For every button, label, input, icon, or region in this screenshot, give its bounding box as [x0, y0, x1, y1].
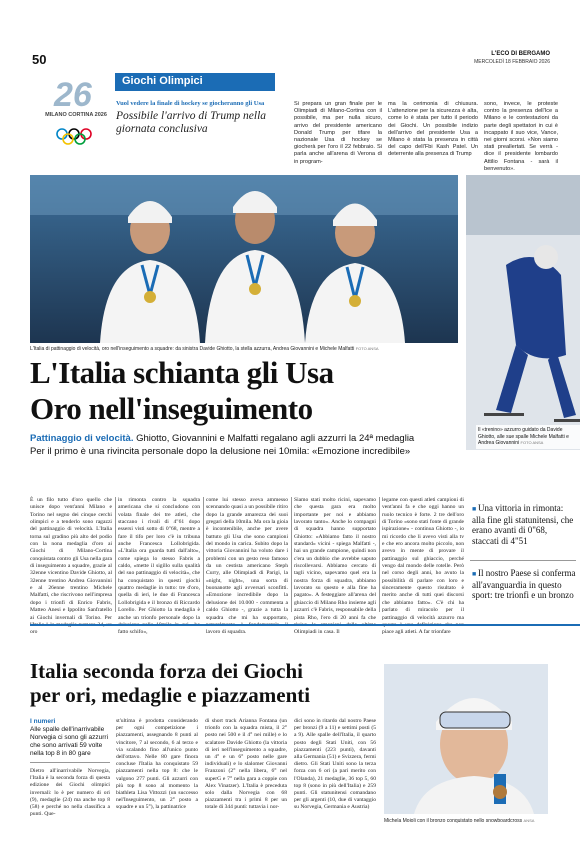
pullquote-text: Una vittoria in rimonta: alla fine gli statunitensi, che erano avanti di 0"68, staccati di 4"51 — [472, 503, 574, 546]
article-column: È un filo tutto d'oro quello che unisce dopo vent'anni Milano e Torino nel segno dei cinque cerchi olimpici e a tenderlo sono ragazzi del pattinaggio di velocità. L'Italia torna sul gradino più alto del podio con la nona medaglia d'oro ai Giochi di Milano-Cortina conquistata contro gli Usa nella gara di inseguimento a squadre, grazie al 32enne vicentino Davide Ghiotto, al 32enne trentino Andrea Giovannini e al 26enne trentino Michele Malfatti, che riscrivono nell'impresa dopo i trionfi di Enrico Fabris, Matteo Anesi e Ippolito Sanfratello ai Giochi invernali di Torino. Per oro — [30, 497, 112, 636]
publication-header — [474, 50, 550, 66]
bullet-icon: ■ — [472, 570, 478, 578]
second-article-column: di short track Arianna Fontana (un trionfo con la squadra mista, il 2° posto nei 500 e il 4° nei mille) e lo scalatore Davide Ghiotto (la vittoria di ieri nell'inseguimento a squadre, un 4° e un 6° posto nelle gare individuali) e lo slalomer Giovanni Franzoni (2° nella libera, 6° nel superG e 7° nella gara a coppie con Alex Vinatzer). L'Italia è preceduta solo dalla Norvegia con 68 piazzamenti tra i primi 8 per un totale di 344 punti: tuttavia i nor- — [205, 718, 287, 811]
bullet-icon: ■ — [472, 505, 478, 513]
pullquote-divider — [470, 560, 576, 561]
column-divider — [291, 497, 292, 612]
numeri-kicker: I numeri — [30, 718, 56, 725]
bottom-caption-source: ANSA — [523, 818, 535, 823]
second-article-column: st'ultima è prodotta considerando per ogni competizione i piazzamenti, assegnando 8 punti al vincitore, 7 al secondo, 6 al terzo e via scalando fino all'unico punto dell'ottavo. Nelle 80 gare finora concluse l'Italia ha conquistato 59 piazzamenti nella top 8: che le valgono 277 punti. Gli azzurri con più top 8 sono al momento la biathleta Lisa Vittozzi (un successo nel'Inseguimento, un 2° posto a squadre e un 5°), la pattinatrice — [116, 718, 198, 811]
main-caption-source: FOTO ANSA — [355, 346, 379, 351]
section-title: Giochi Olimpici — [122, 75, 203, 87]
side-caption-source: FOTO ANSA — [520, 440, 544, 446]
pullquote — [472, 503, 576, 546]
second-headline-line-2: per ori, medaglie e piazzamenti — [30, 683, 311, 707]
side-caption-text: Il «trenino» azzurro guidato da Davide Ghiotto, alle sue spalle Michele Malfatti e Andrea Giovannini — [478, 427, 569, 447]
main-photo — [30, 175, 458, 343]
second-article-column: dici sono in ritardo dal nostro Paese per bronzi (9 a 11) e settimi posti (5 a 9). Alle spalle dell'Italia, il quarto posto degli Stati Uniti, con 56 piazzamenti (223 punti), davanti alla Germania (51) e Svizzera, fermi dietro. Gli Stati Uniti sono la terza forza con 6 ori (a pari merito con l'Olanda), 21 medaglie, 36 top 5, 60 top 8 (sono in più dell'Italia) e 259 punti. Gli statunitensi comandano per gli argenti (10, due di vantaggio su Norvegia, Germania e Austria) — [294, 718, 376, 811]
teaser-title: Possibile l'arrivo di Trump nella giornata conclusiva — [116, 110, 267, 135]
teaser-column: sono, invece, le proteste contro la presenza dell'Ice a Milano e le contestazioni da parte degli spettatori in cui è incappato il suo vice, Vance, nei giorni scorsi. «Non siamo stati preallertati. Se verrà - dice il presidente lombardo Attilio Fontana - sarà il benvenuto». — [484, 101, 558, 172]
numeri-divider — [30, 762, 110, 763]
numeri-text: Alle spalle dell'inarrivabile Norvegia ci sono gli azzurri che sono arrivati 59 volte nella top 8 in 80 gare — [30, 726, 109, 757]
logo-caption: MILANO CORTINA 2026 — [45, 112, 107, 118]
bottom-photo-caption — [384, 818, 554, 824]
subheadline-line-2: Per il primo è una rivincita personale dopo la delusione nei 10mila: «Emozione incredibile» — [30, 446, 411, 457]
publication-name: L'ECO DI BERGAMO — [491, 51, 550, 57]
article-column: come lui stesso aveva ammesso scennando quasi a un possibile ritiro dopo la grande amarezza dei suoi gregari della 10mila. Ma ora la gioia è incontenibile, anche per avere battuto gli Usa che sono campioni del mondo in carica. Subito dopo la vittoria Giovannini ha voluto dare i problemi con un gesto reso famoso da un cestista americano Steph Curry, alle Olimpiadi di Parigi, la «night, night», una sorta di buonanotte agli avversari sconfitti. «Emozione incredibile dopo la delusione dei 10.000 - commenta a caldo Ghiotto -, grazie a tutta la squadra che mi ha supportato, lavoro di squadra. — [206, 497, 288, 636]
article-column: in rimonta contro la squadra americana che si concludono con volata finale dei tre atleti, che staccano i rivali di 4"61 dopo essersi visti sotto di 0"68, mentre a fare il tifo per loro c'è in tribuna anche Francesca Lollobrigida. «L'Italia ora guarda tutti dall'alto», come spiega lo stesso Fabris a caldo, «mette il sigillo sulla qualità del suo pattinaggio di velocità», che ha conquistato in questi giochi quattro medaglie in tutto: tre d'oro, quella di ieri, le due di Francesca Lollobrigida e il bronzo di Riccardo Lorello. Per Ghiotto la medaglia è anche un trionfo personale dopo la fatto schifo», — [118, 497, 200, 636]
column-divider — [115, 497, 116, 612]
page-number: 50 — [32, 52, 47, 67]
story-separator — [30, 624, 580, 626]
headline-line-1: L'Italia schianta gli Usa — [30, 355, 334, 390]
olympic-rings-icon — [57, 129, 91, 144]
side-photo-caption — [476, 425, 580, 449]
subheadline-line-1 — [30, 433, 460, 445]
second-article-column: Dietro all'inarrivabile Norvegia, l'Italia è la seconda forza di questa edizione dei Giochi olimpici invernali: lo è per numero di ori (9), medaglie (24) ma anche top 8 (58) e perché no nella classifica a punti. Que- — [30, 768, 110, 818]
skater-photo — [466, 175, 580, 450]
milano-cortina-logo — [50, 70, 102, 150]
article-column: Siamo stati molto ricini, sapevamo che questa gara era molto importante per noi e abbiamo lavorato tanto». Anche lo compagni di squadra hanno supportato Ghiotto: «Abbiamo fatto il nostro standard» vicini - spiega Malfatti -, hai un grande campione, quindi non c'era un dubbio che avrebbe saputo riscollevarsi. Abbiamo cercato di tagli vicino, sapevamo quel era la nostra forza di squadra, abbiamo lavorato su questo e alla fine ha pagato». A festeggiare all'arena del ghiaccio di Milano Rho insieme agli azzurri c'è Fabris, responsabile della pista Rho, l'ero di 20 anni fa che Olimpiadi in casa. Il — [294, 497, 376, 636]
snowboarder-photo — [384, 664, 548, 814]
publication-date: MERCOLEDÌ 18 FEBBRAIO 2026 — [474, 59, 550, 65]
subheadline-kicker: Pattinaggio di velocità. — [30, 433, 134, 444]
main-caption-text: L'Italia di pattinaggio di velocità, oro nell'inseguimento a squadre: da sinistra Davide Ghiotto, la stella azzurra, Andrea Giovannini e Michele Malfatti — [30, 346, 355, 352]
headline-line-2: Oro nell'inseguimento — [30, 391, 313, 426]
teaser-column: Si prepara un gran finale per le Olimpiadi di Milano-Cortina con il possibile, ma per nulla sicuro, arrivo del presidente americano Donald Trump per tifare la nazionale Usa di hockey se giocherà per l'oro il 22 febbraio. Si parla anche all'arena di Verona di in program- — [294, 101, 382, 165]
column-divider — [379, 497, 380, 612]
article-column: legame con questi atleti campioni di vent'anni fa e che oggi hanno un ruolo tecnico è forte. 2 tre dell'oro di Torino «sono stati fonte di grande ispirazione» - continua Ghiotto -, io mi ricordo che li avevo visti alla tv e che ero ancora molto piccolo, non avevo in mente di provare il pattinaggio sul ghiaccio, perché vengo dal mondo delle rotelle. Però nel corso degli anni, ho avuto la possibilità di parlare con loro e sinceramente questo risultato è merito anche di tutti quei discorsi che abbiamo fatto». C'è chi ha parlato di miracolo per il pattinaggio di velocità azzurro ma piace agli atleti. A far trionfare — [382, 497, 464, 636]
side-photo — [466, 175, 580, 450]
main-photo-caption — [30, 346, 460, 352]
medalists-photo — [30, 175, 458, 343]
teaser-column: ma la cerimonia di chiusura. L'attenzione per la sicurezza è alta, come lo è stata per tutto il periodo dei Giochi. Un possibile indizio dell'arrivo del presidente Usa a Milano è stata la presenza in città del capo dell'Fbi Kash Patel. Un deterrente alla presenza di Trump — [388, 101, 478, 158]
numeri-box — [30, 718, 110, 758]
column-divider — [203, 497, 204, 612]
pullquote-text: Il nostro Paese si conferma all'avanguardia in questo sport: tre trionfi e un bronzo — [472, 568, 576, 600]
second-headline-line-1: Italia seconda forza dei Giochi — [30, 659, 303, 683]
bottom-caption-text: Michela Moioli con il bronzo conquistato nello snowboardcross — [384, 818, 523, 824]
pullquote — [472, 568, 576, 601]
subheadline-text: Ghiotto, Giovannini e Malfatti regalano agli azzurri la 24ª medaglia — [133, 433, 415, 444]
logo-numeral: 26 — [54, 76, 92, 114]
teaser-kicker: Vuol vedere la finale di hockey se giocheranno gli Usa — [116, 100, 265, 107]
bottom-photo — [384, 664, 548, 814]
